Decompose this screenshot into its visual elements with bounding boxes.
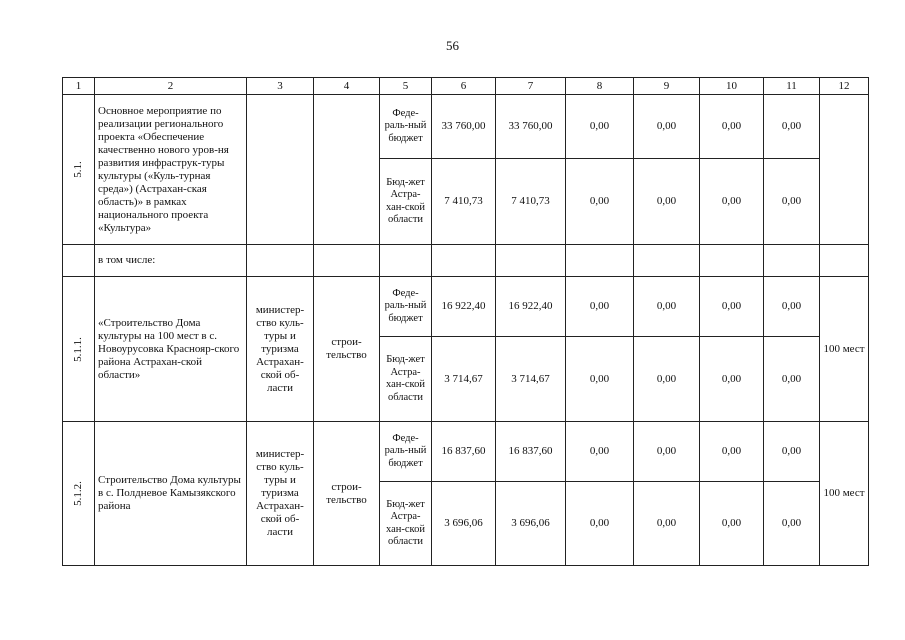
- funding-source: Феде-раль-ный бюджет: [380, 95, 432, 159]
- value-cell: 0,00: [566, 482, 634, 566]
- value-cell: 7 410,73: [496, 159, 566, 245]
- row-number: 5.1.2.: [72, 481, 84, 506]
- column-header: 4: [314, 78, 380, 95]
- empty-cell: [820, 245, 869, 277]
- value-cell: 16 837,60: [432, 422, 496, 482]
- value-cell: 0,00: [700, 159, 764, 245]
- empty-cell: [247, 245, 314, 277]
- value-cell: 0,00: [566, 159, 634, 245]
- column-header: 10: [700, 78, 764, 95]
- direction-cell: [314, 95, 380, 245]
- column-header: 6: [432, 78, 496, 95]
- funding-source: Феде-раль-ный бюджет: [380, 277, 432, 337]
- table-row: [63, 277, 869, 337]
- value-cell: 0,00: [764, 159, 820, 245]
- value-cell: 0,00: [700, 482, 764, 566]
- value-cell: 16 922,40: [432, 277, 496, 337]
- value-cell: 0,00: [634, 159, 700, 245]
- executor-cell: [247, 95, 314, 245]
- value-cell: 0,00: [700, 277, 764, 337]
- value-cell: 0,00: [764, 277, 820, 337]
- value-cell: 0,00: [634, 95, 700, 159]
- empty-cell: [432, 245, 496, 277]
- row-number-cell: [63, 95, 95, 245]
- value-cell: 0,00: [634, 482, 700, 566]
- value-cell: 3 696,06: [496, 482, 566, 566]
- result-cell: [820, 95, 869, 245]
- column-header: 9: [634, 78, 700, 95]
- table-row: [63, 95, 869, 159]
- empty-cell: [764, 245, 820, 277]
- direction-cell: строи-тельство: [314, 277, 380, 422]
- activity-name: Основное мероприятие по реализации регионального проекта «Обеспечение качественно нового уров-ня развития инфраструк-туры культуры («Куль-турная среда») (Астрахан-ская область)» в рамках национального проекта «Культура»: [95, 95, 247, 245]
- empty-cell: [700, 245, 764, 277]
- executor-cell: министер-ство куль-туры и туризма Астрахан-ской об-ласти: [247, 422, 314, 566]
- budget-table: [62, 77, 869, 566]
- value-cell: 0,00: [764, 95, 820, 159]
- empty-cell: [314, 245, 380, 277]
- result-cell: 100 мест: [820, 277, 869, 422]
- direction-cell: строи-тельство: [314, 422, 380, 566]
- empty-cell: [63, 245, 95, 277]
- activity-name: «Строительство Дома культуры на 100 мест в с. Новоурусовка Краснояр-ского района Астрахан-ской области»: [95, 277, 247, 422]
- column-header: 12: [820, 78, 869, 95]
- row-number-cell: [63, 422, 95, 566]
- funding-source: Феде-раль-ный бюджет: [380, 422, 432, 482]
- value-cell: 0,00: [566, 422, 634, 482]
- row-number-cell: [63, 277, 95, 422]
- table-row: [63, 245, 869, 277]
- value-cell: 3 714,67: [432, 337, 496, 422]
- column-number-row: [63, 78, 869, 95]
- value-cell: 33 760,00: [432, 95, 496, 159]
- value-cell: 0,00: [566, 277, 634, 337]
- value-cell: 0,00: [634, 422, 700, 482]
- column-header: 11: [764, 78, 820, 95]
- value-cell: 0,00: [700, 95, 764, 159]
- value-cell: 0,00: [764, 337, 820, 422]
- value-cell: 16 837,60: [496, 422, 566, 482]
- value-cell: 16 922,40: [496, 277, 566, 337]
- empty-cell: [496, 245, 566, 277]
- funding-source: Бюд-жет Астра-хан-ской области: [380, 482, 432, 566]
- value-cell: 0,00: [634, 277, 700, 337]
- activity-name: Строительство Дома культуры в с. Полдневое Камызякского района: [95, 422, 247, 566]
- row-number: 5.1.: [72, 161, 84, 178]
- value-cell: 0,00: [700, 337, 764, 422]
- table-row: [63, 422, 869, 482]
- value-cell: 0,00: [764, 482, 820, 566]
- column-header: 7: [496, 78, 566, 95]
- column-header: 8: [566, 78, 634, 95]
- empty-cell: [566, 245, 634, 277]
- value-cell: 0,00: [700, 422, 764, 482]
- note-cell: в том числе:: [95, 245, 247, 277]
- row-number: 5.1.1.: [72, 336, 84, 362]
- empty-cell: [634, 245, 700, 277]
- column-header: 2: [95, 78, 247, 95]
- funding-source: Бюд-жет Астра-хан-ской области: [380, 337, 432, 422]
- page-number: 56: [446, 38, 459, 53]
- value-cell: 3 714,67: [496, 337, 566, 422]
- value-cell: 0,00: [634, 337, 700, 422]
- funding-source: Бюд-жет Астра-хан-ской области: [380, 159, 432, 245]
- column-header: 3: [247, 78, 314, 95]
- value-cell: 33 760,00: [496, 95, 566, 159]
- value-cell: 0,00: [566, 337, 634, 422]
- column-header: 5: [380, 78, 432, 95]
- value-cell: 7 410,73: [432, 159, 496, 245]
- value-cell: 3 696,06: [432, 482, 496, 566]
- value-cell: 0,00: [764, 422, 820, 482]
- result-cell: 100 мест: [820, 422, 869, 566]
- executor-cell: министер-ство куль-туры и туризма Астрахан-ской об-ласти: [247, 277, 314, 422]
- value-cell: 0,00: [566, 95, 634, 159]
- empty-cell: [380, 245, 432, 277]
- column-header: 1: [63, 78, 95, 95]
